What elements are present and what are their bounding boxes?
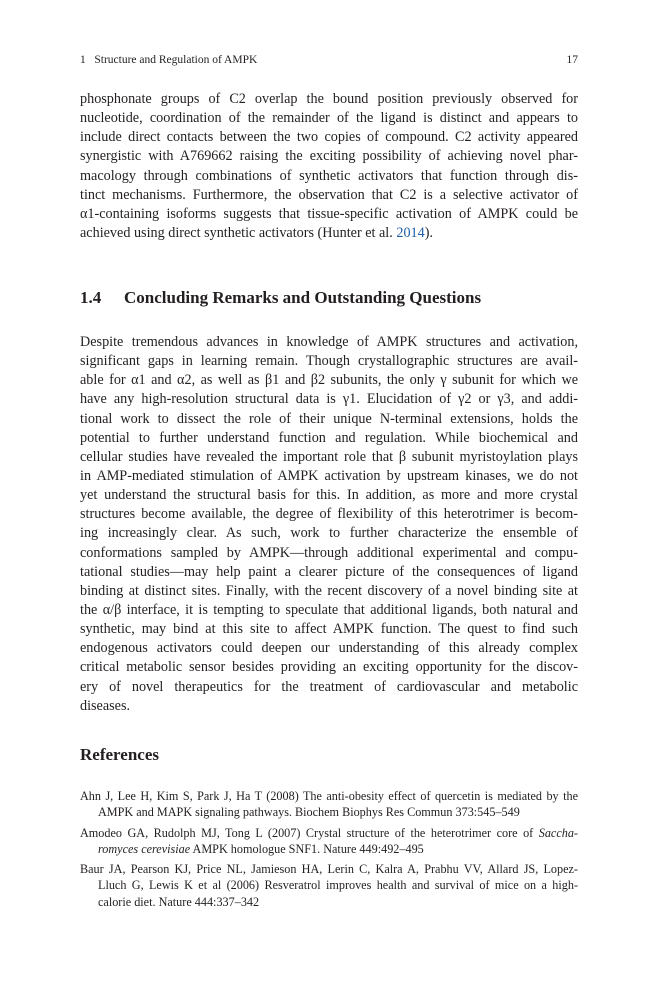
reference-line: Ahn J, Lee H, Kim S, Park J, Ha T (2008) The anti-obesity effect of quercetin is mediated by the <box>80 789 578 803</box>
references-heading: References <box>80 745 159 764</box>
reference-line: AMPK and MAPK signaling pathways. Biochem Biophys Res Commun 373:545–549 <box>98 805 520 820</box>
reference-item <box>80 861 578 910</box>
references-list <box>80 788 578 914</box>
text-line: α1-containing isoforms suggests that tissue-specific activation of AMPK could be <box>80 205 578 222</box>
text-line: macology through combinations of synthetic activators that function through dis- <box>80 167 578 184</box>
reference-line <box>80 841 578 857</box>
text-line: binding at distinct sites. Finally, with the recent discovery of a novel binding site at <box>80 582 578 599</box>
running-head-chapter: 1 Structure and Regulation of AMPK <box>80 54 258 66</box>
text-fragment: Amodeo GA, Rudolph MJ, Tong L (2007) Crystal structure of the heterotrimer core of <box>80 825 539 840</box>
text-line: significant gaps in learning remain. Though crystallographic structures are avail- <box>80 353 578 370</box>
text-line: structures become available, the degree of flexibility of this heterotrimer is becom- <box>80 506 578 523</box>
text-line: tational studies—may help paint a clearer picture of the consequences of ligand <box>80 563 578 580</box>
text-line: critical metabolic sensor besides providing an exciting opportunity for the discov- <box>80 659 578 676</box>
text-line: in AMP-mediated stimulation of AMPK activation by upstream kinases, we do not <box>80 467 578 484</box>
section-title: Concluding Remarks and Outstanding Questions <box>124 288 482 307</box>
text-line: include direct contacts between the two copies of compound. C2 activity appeared <box>80 129 578 146</box>
citation-link[interactable]: 2014 <box>396 224 425 241</box>
text-line: synergistic with A769662 raising the exciting possibility of achieving novel phar- <box>80 148 578 165</box>
text-line: the α/β interface, it is tempting to speculate that additional ligands, both natural and <box>80 601 578 618</box>
reference-line <box>80 825 578 841</box>
text-line: potential to further understand function and regulation. While biochemical and <box>80 429 578 446</box>
text-line: cellular studies have revealed the important role that β subunit myristoylation plays <box>80 448 578 465</box>
text-line: ing increasingly clear. As such, work to further characterize the ensemble of <box>80 525 578 542</box>
text-line: able for α1 and α2, as well as β1 and β2 subunits, the only γ subunit for which we <box>80 372 578 389</box>
reference-line: Lluch G, Lewis K et al (2006) Resveratrol improves health and survival of mice on a high- <box>98 878 578 893</box>
text-line: yet understand the structural basis for this. In addition, as more and more crystal <box>80 487 578 504</box>
text-fragment: AMPK homologue SNF1. Nature 449:492–495 <box>190 841 424 856</box>
text-line: Despite tremendous advances in knowledge of AMPK structures and activation, <box>80 334 578 350</box>
reference-line: calorie diet. Nature 444:337–342 <box>98 894 260 909</box>
page-number: 17 <box>566 54 578 66</box>
section-number: 1.4 <box>80 288 102 307</box>
paragraph-concluding <box>80 333 578 716</box>
text-line: nucleotide, coordination of the remainder of the ligand is distinct and appears to <box>80 110 578 127</box>
paragraph-continued <box>80 90 578 243</box>
text-line: synthetic, may bind at this site to affect AMPK function. The quest to find such <box>80 621 578 638</box>
text-line: have any high-resolution structural data is γ1. Elucidation of γ2 or γ3, and addi- <box>80 391 578 408</box>
text-line <box>80 224 578 243</box>
text-line: tinct mechanisms. Furthermore, the observation that C2 is a selective activator of <box>80 186 578 203</box>
reference-line: Baur JA, Pearson KJ, Price NL, Jamieson HA, Lerin C, Kalra A, Prabhu VV, Allard JS, Lopez- <box>80 862 578 877</box>
text-line: diseases. <box>80 697 131 714</box>
text-fragment: ). <box>424 224 434 241</box>
text-line: endogenous activators could deepen our understanding of this already complex <box>80 640 578 657</box>
text-fragment: achieved using direct synthetic activators (Hunter et al. <box>80 224 397 241</box>
text-line: ery of novel therapeutics for the treatment of cardiovascular and metabolic <box>80 678 578 695</box>
section-heading <box>80 287 481 309</box>
reference-item <box>80 825 578 858</box>
text-line: tional work to dissect the role of their unique N-terminal extensions, holds the <box>80 410 578 427</box>
text-line: phosphonate groups of C2 overlap the bound position previously observed for <box>80 91 578 107</box>
running-head <box>80 52 578 68</box>
species-name: romyces cerevisiae <box>98 841 191 856</box>
species-name: Saccha- <box>538 825 578 840</box>
reference-item <box>80 788 578 821</box>
text-line: conformations sampled by AMPK—through additional experimental and compu- <box>80 544 578 561</box>
